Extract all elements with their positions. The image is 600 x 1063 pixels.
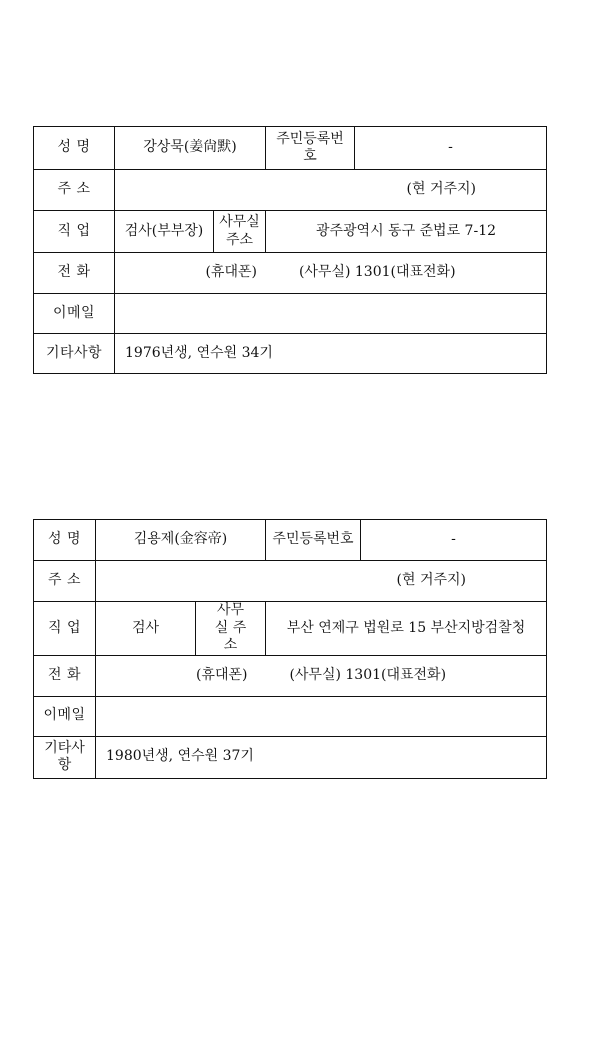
job-label: 직 업 bbox=[34, 211, 115, 253]
job-row bbox=[34, 602, 547, 656]
misc-label: 기타사항 bbox=[34, 736, 96, 778]
email-row bbox=[34, 294, 547, 334]
job-value: 검사(부부장) bbox=[115, 211, 214, 253]
phone-label: 전 화 bbox=[34, 655, 96, 696]
job-row bbox=[34, 211, 547, 253]
name-label: 성 명 bbox=[34, 127, 115, 170]
email-label: 이메일 bbox=[34, 696, 96, 736]
office-address-value: 부산 연제구 법원로 15 부산지방검찰청 bbox=[266, 602, 547, 656]
office-address-label: 사무실 주소 bbox=[196, 602, 266, 656]
phone-label: 전 화 bbox=[34, 253, 115, 294]
job-value: 검사 bbox=[96, 602, 196, 656]
job-label: 직 업 bbox=[34, 602, 96, 656]
resident-no-value: - bbox=[355, 127, 547, 170]
address-row bbox=[34, 170, 547, 211]
phone-row bbox=[34, 253, 547, 294]
address-label: 주 소 bbox=[34, 561, 96, 602]
office-address-value: 광주광역시 동구 준법로 7-12 bbox=[266, 211, 547, 253]
resident-no-label: 주민등록번호 bbox=[266, 127, 355, 170]
personnel-record-table-1 bbox=[33, 126, 547, 374]
office-address-label: 사무실 주소 bbox=[214, 211, 266, 253]
phone-value: (휴대폰) (사무실) 1301(대표전화) bbox=[115, 253, 547, 294]
address-value: (현 거주지) bbox=[115, 170, 547, 211]
misc-value: 1980년생, 연수원 37기 bbox=[96, 736, 547, 778]
email-label: 이메일 bbox=[34, 294, 115, 334]
resident-no-value: - bbox=[361, 520, 547, 561]
misc-value: 1976년생, 연수원 34기 bbox=[115, 334, 547, 374]
misc-row bbox=[34, 736, 547, 778]
misc-row bbox=[34, 334, 547, 374]
name-row bbox=[34, 520, 547, 561]
address-value: (현 거주지) bbox=[96, 561, 547, 602]
phone-row bbox=[34, 655, 547, 696]
address-row bbox=[34, 561, 547, 602]
name-value: 강상묵(姜尙默) bbox=[115, 127, 266, 170]
phone-value: (휴대폰) (사무실) 1301(대표전화) bbox=[96, 655, 547, 696]
name-label: 성 명 bbox=[34, 520, 96, 561]
email-value bbox=[115, 294, 547, 334]
misc-label: 기타사항 bbox=[34, 334, 115, 374]
resident-no-label: 주민등록번호 bbox=[266, 520, 361, 561]
name-value: 김용제(金容帝) bbox=[96, 520, 266, 561]
address-label: 주 소 bbox=[34, 170, 115, 211]
name-row bbox=[34, 127, 547, 170]
email-value bbox=[96, 696, 547, 736]
personnel-record-table-2 bbox=[33, 519, 547, 779]
email-row bbox=[34, 696, 547, 736]
